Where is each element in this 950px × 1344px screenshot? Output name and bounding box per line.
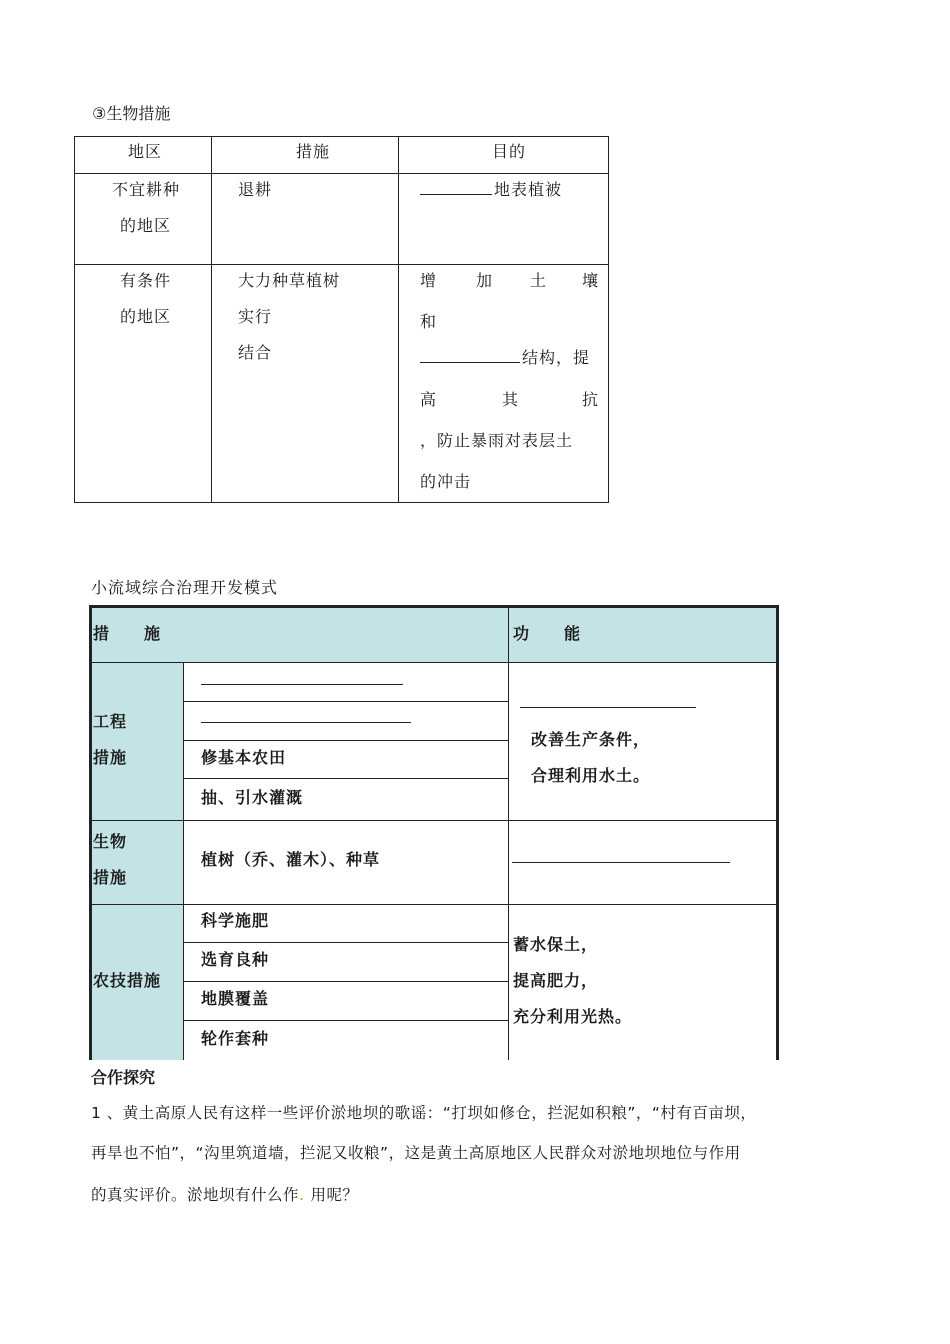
agritech-function-line3: 充分利用光热。 <box>513 1007 633 1026</box>
paragraph-dot: . <box>299 1186 305 1204</box>
section1-title: ③生物措施 <box>92 104 171 123</box>
purpose-char: 加 <box>476 271 494 290</box>
section2-title: 小流域综合治理开发模式 <box>91 578 279 597</box>
biological-function-blank <box>512 862 730 863</box>
paragraph-line3-start: 的真实评价。淤地坝有什么作 <box>91 1186 300 1204</box>
agritech-label: 农技措施 <box>93 971 162 990</box>
row1-region-line2: 的地区 <box>120 216 172 235</box>
row1-purpose: 地表植被 <box>494 180 563 199</box>
paragraph-line1: 1 、黄土高原人民有这样一些评价淤地坝的歌谣：“打坝如修仓，拦泥如积粮”，“村有百亩坝， <box>91 1104 757 1122</box>
row2-measure-line3: 结合 <box>238 343 273 362</box>
header-purpose: 目的 <box>492 142 527 161</box>
engineering-function-line2: 合理利用水土。 <box>531 766 651 785</box>
purpose-line6: 的冲击 <box>420 472 472 491</box>
biological-item: 植树（乔、灌木）、种草 <box>201 850 381 869</box>
paragraph-line3-end: 用呢？ <box>310 1186 359 1204</box>
row2-region-line2: 的地区 <box>120 307 172 326</box>
purpose-char: 增 <box>420 271 438 290</box>
header-region: 地区 <box>128 142 163 161</box>
row1-region-line1: 不宜耕种 <box>112 180 181 199</box>
agritech-function-line2: 提高肥力， <box>513 971 599 990</box>
agritech-function-line1: 蓄水保土， <box>513 935 599 954</box>
engineering-function-line1: 改善生产条件， <box>531 730 651 749</box>
purpose-char: 抗 <box>582 390 600 409</box>
biological-label-line1: 生物 <box>93 832 128 851</box>
engineering-blank-1 <box>201 684 403 685</box>
purpose-blank <box>420 362 520 363</box>
row2-region-line1: 有条件 <box>120 271 172 290</box>
row1-measure: 退耕 <box>238 180 273 199</box>
agritech-item: 选育良种 <box>201 950 270 969</box>
engineering-item: 抽、引水灌溉 <box>201 788 304 807</box>
header-measure: 措施 <box>296 142 331 161</box>
purpose-char: 土 <box>530 271 548 290</box>
purpose-line3: 结构，提 <box>522 348 591 367</box>
purpose-char: 其 <box>502 390 520 409</box>
paragraph-line2: 再旱也不怕”，“沟里筑道墙，拦泥又收粮”，这是黄土高原地区人民群众对淤地坝地位与作用 <box>91 1144 741 1162</box>
biological-label-line2: 措施 <box>93 868 128 887</box>
engineering-blank-2 <box>201 722 411 723</box>
header-measures: 措 施 <box>93 624 162 643</box>
engineering-item: 修基本农田 <box>201 748 287 767</box>
agritech-item: 地膜覆盖 <box>201 989 270 1008</box>
engineering-label-line1: 工程 <box>93 712 128 731</box>
section3-title: 合作探究 <box>91 1068 156 1087</box>
paragraph-line3 <box>91 1183 358 1205</box>
purpose-line2: 和 <box>420 312 438 331</box>
row2-measure-line1: 大力种草植树 <box>238 271 341 290</box>
agritech-item: 科学施肥 <box>201 911 270 930</box>
engineering-label-line2: 措施 <box>93 748 128 767</box>
agritech-item: 轮作套种 <box>201 1029 270 1048</box>
row1-purpose-blank <box>420 194 492 195</box>
purpose-line5: ，防止暴雨对表层土 <box>420 431 574 450</box>
engineering-function-blank <box>520 707 696 708</box>
purpose-char: 高 <box>420 390 438 409</box>
row2-measure-line2: 实行 <box>238 307 273 326</box>
header-function: 功 能 <box>513 624 582 643</box>
purpose-char: 壤 <box>582 271 600 290</box>
